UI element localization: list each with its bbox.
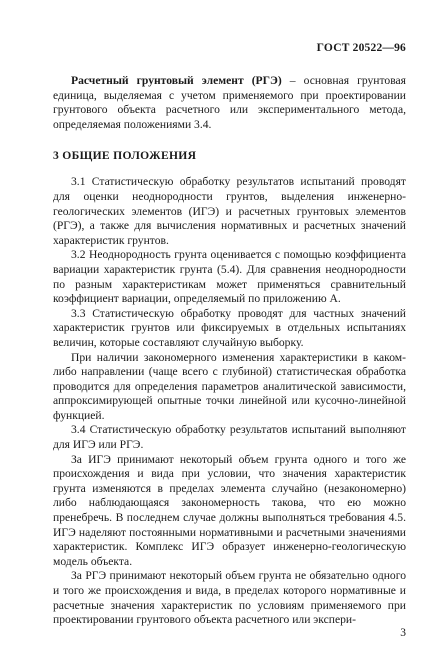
- paragraph-3-1: 3.1 Статистическую обработку результатов испытаний проводят для оценки неоднородности грунтов, выделения инженерно-геологических элементов (ИГЭ) и расчетных грунтовых элементов (РГЭ), а также для вычисления нормативных и расчетных значений характеристик грунтов.: [53, 175, 406, 247]
- definition-term: Расчетный грунтовый элемент (РГЭ): [71, 74, 282, 87]
- paragraph-3-2: 3.2 Неоднородность грунта оценивается с помощью коэффициента вариации характеристик грунта (5.4). Для сравнения неоднородности по разным характеристикам может применяться сравнительный коэффициент вариации, определяемый по приложению А.: [53, 248, 406, 306]
- paragraph-3-3: 3.3 Статистическую обработку проводят для частных значений характеристик грунтов или фиксируемых в отдельных испытаниях величин, которые составляют случайную выборку.: [53, 306, 406, 349]
- section-heading: 3 ОБЩИЕ ПОЛОЖЕНИЯ: [53, 149, 197, 163]
- paragraph-rge: За РГЭ принимают некоторый объем грунта не обязательно одного и того же происхождения и вида, в пределах которого нормативные и расчетные значения характеристик по условиям применяемого при проектировании грунтового объекта расчетного или экспери-: [53, 569, 406, 627]
- definition-text: – основная грунтовая единица, выделяемая с учетом применяемого при проектировании грунтового объекта расчетного или экспериментального метода, определяемая положениями 3.4.: [53, 74, 406, 131]
- page-body: [53, 74, 406, 628]
- standard-header: ГОСТ 20522—96: [316, 42, 406, 54]
- page-number: 3: [400, 627, 406, 639]
- paragraph-ige: За ИГЭ принимают некоторый объем грунта одного и того же происхождения и вида при условии, что значения характеристик грунта изменяются в пределах элемента случайно (незакономерно) либо наблюдающаяся закономерность такова, что ею можно пренебречь. В последнем случае должны выполняться требования 4.5. ИГЭ наделяют постоянными нормативными и расчетными значениями характеристик. Комплекс ИГЭ образует инженерно-геологическую модель объекта.: [53, 452, 406, 568]
- definition-paragraph: [53, 74, 406, 132]
- paragraph-3-3-continued: При наличии закономерного изменения характеристики в каком-либо направлении (чаще всего с глубиной) статистическая обработка проводится для определения параметров аналитической зависимости, аппроксимирующей опытные точки линейной или кусочно-линейной функцией.: [53, 350, 406, 422]
- paragraph-3-4: 3.4 Статистическую обработку результатов испытаний выполняют для ИГЭ или РГЭ.: [53, 423, 406, 452]
